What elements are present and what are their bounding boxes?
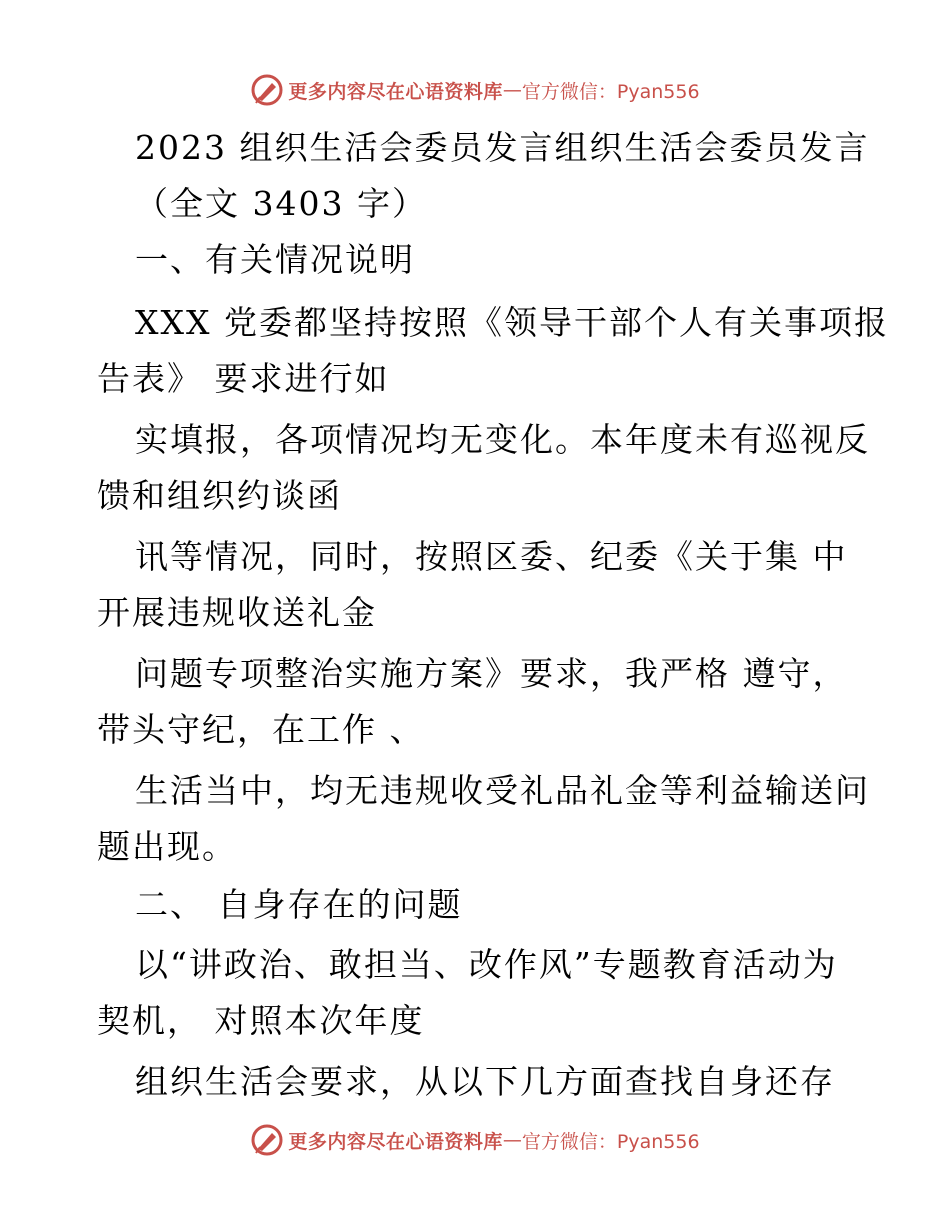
paragraph-line: 实填报，各项情况均无变化。本年度未有巡视反 xyxy=(135,420,870,459)
paragraph-line: 题出现。 xyxy=(97,827,237,866)
paragraph-line: 告表》 要求进行如 xyxy=(97,359,390,398)
banner-wechat: 官方微信：Pyan556 xyxy=(521,1130,700,1153)
paragraph-line: 带头守纪，在工作 、 xyxy=(97,710,425,749)
banner-wechat: 官方微信：Pyan556 xyxy=(521,80,700,103)
banner-dash: — xyxy=(502,79,522,101)
pen-logo-icon xyxy=(250,73,284,107)
doc-subtitle: （全文 3403 字） xyxy=(135,184,427,223)
paragraph-line: 馈和组织约谈函 xyxy=(97,476,342,515)
header-banner xyxy=(0,70,950,110)
footer-banner xyxy=(0,1120,950,1160)
paragraph-line: 讯等情况，同时，按照区委、纪委《关于集 中 xyxy=(135,537,848,576)
paragraph-line: 组织生活会要求，从以下几方面查找自身还存 xyxy=(135,1062,835,1101)
paragraph-line: 以“讲政治、敢担当、改作风”专题教育活动为 xyxy=(135,945,838,984)
paragraph-line: 契机， 对照本次年度 xyxy=(97,1001,425,1040)
paragraph-line: 问题专项整治实施方案》要求，我严格 遵守， xyxy=(135,654,848,693)
paragraph-line: 生活当中，均无违规收受礼品礼金等利益输送问 xyxy=(135,771,870,810)
paragraph-line: 开展违规收送礼金 xyxy=(97,593,377,632)
doc-title: 2023 组织生活会委员发言组织生活会委员发言 xyxy=(135,128,870,167)
pen-logo-icon xyxy=(250,1123,284,1157)
paragraph-line: XXX 党委都坚持按照《领导干部个人有关事项报 xyxy=(135,303,889,342)
section-heading-1: 一、有关情况说明 xyxy=(135,240,415,279)
section-heading-2: 二、 自身存在的问题 xyxy=(135,885,463,924)
banner-title: 更多内容尽在心语资料库 xyxy=(288,80,503,103)
banner-title: 更多内容尽在心语资料库 xyxy=(288,1130,503,1153)
banner-dash: — xyxy=(502,1129,522,1151)
